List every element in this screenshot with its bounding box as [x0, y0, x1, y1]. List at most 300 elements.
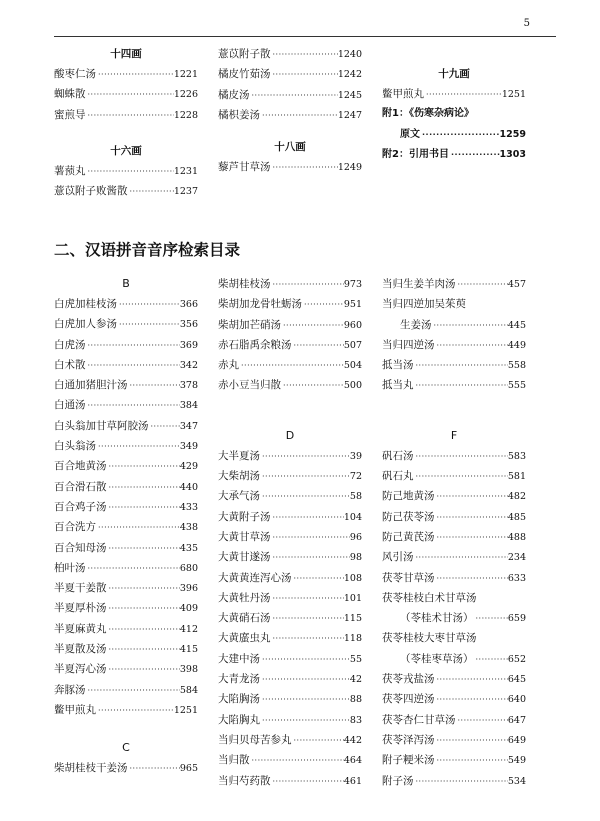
index-entry[interactable] — [382, 568, 526, 588]
entry-name: 百合地黄汤 — [54, 460, 107, 473]
dot-leader — [239, 356, 344, 375]
index-entry[interactable] — [218, 750, 362, 770]
entry-name: 抵当丸 — [382, 379, 414, 392]
entry-name: 当归散 — [218, 754, 250, 767]
index-entry[interactable] — [218, 689, 362, 709]
index-entry[interactable]: 蜘蛛散 ····· 1226 — [54, 84, 198, 104]
index-entry[interactable] — [382, 547, 526, 567]
index-entry[interactable] — [54, 477, 198, 497]
entry-name: 生姜汤 — [400, 318, 432, 331]
entry-name: 白虎加桂枝汤 — [54, 298, 117, 310]
entry-page: 347 — [179, 420, 198, 432]
entry-name: （苓桂枣草汤） — [400, 652, 474, 665]
entry-page: 98 — [349, 552, 362, 564]
entry-name: 半夏麻黄丸 — [54, 622, 107, 635]
index-entry[interactable] — [54, 375, 198, 395]
entry-page: 485 — [507, 511, 526, 523]
entry-name: 半夏散及汤 — [54, 643, 107, 656]
letter-heading-c: C — [122, 741, 130, 755]
index-entry[interactable] — [218, 568, 362, 588]
entry-page: 39 — [349, 450, 362, 462]
entry-name: 矾石丸 — [382, 470, 414, 483]
dot-leader — [260, 487, 350, 506]
entry-page: 115 — [343, 613, 362, 625]
index-entry[interactable] — [218, 355, 362, 375]
group-heading: 十九画 — [438, 68, 470, 80]
entry-page: 440 — [179, 481, 198, 493]
index-entry[interactable] — [54, 619, 198, 639]
entry-page: 558 — [507, 360, 526, 372]
index-entry[interactable] — [382, 315, 526, 335]
entry-page: 118 — [343, 633, 362, 645]
dot-leader — [414, 548, 508, 567]
entry-name: 柴胡加龙骨牡蛎汤 — [218, 298, 302, 311]
index-entry[interactable] — [382, 710, 526, 730]
index-entry[interactable] — [54, 456, 198, 476]
dot-leader — [117, 315, 180, 334]
index-entry[interactable] — [54, 497, 198, 517]
index-entry[interactable] — [382, 507, 526, 527]
index-entry[interactable]: 薏苡附子散 ····· 1240 — [218, 44, 362, 64]
entry-name: 百合滑石散 — [54, 480, 107, 493]
entry-page: 342 — [179, 359, 198, 371]
index-entry[interactable] — [382, 669, 526, 689]
entry-name: 附子粳米汤 — [382, 754, 435, 767]
index-entry[interactable] — [54, 436, 198, 456]
dot-leader — [271, 589, 344, 608]
dot-leader — [435, 528, 508, 547]
entry-name: 大柴胡汤 — [218, 470, 260, 483]
dot-leader — [456, 711, 508, 730]
index-entry[interactable] — [382, 274, 526, 294]
dot-leader — [271, 548, 350, 567]
dot-leader — [435, 731, 508, 750]
index-entry[interactable] — [54, 314, 198, 334]
header-rule — [54, 36, 556, 37]
index-entry[interactable] — [218, 669, 362, 689]
entry-page: 378 — [179, 380, 198, 392]
entry-page: 1251 — [173, 704, 198, 716]
index-entry[interactable] — [218, 466, 362, 486]
dot-leader — [107, 539, 180, 558]
entry-page: 500 — [343, 380, 362, 392]
entry-page: 504 — [343, 360, 362, 372]
entry-name: 白虎加人参汤 — [54, 318, 117, 331]
dot-leader — [292, 336, 344, 355]
index-entry[interactable] — [218, 507, 362, 527]
entry-name: 大黄牡丹汤 — [218, 591, 271, 604]
dot-leader — [107, 498, 180, 517]
section-title: 二、汉语拼音音序检索目录 — [54, 241, 241, 259]
entry-page: 88 — [349, 694, 362, 706]
entry-page: 108 — [343, 572, 362, 584]
dot-leader — [260, 650, 350, 669]
entry-page: 973 — [343, 279, 362, 290]
index-entry[interactable] — [54, 538, 198, 558]
entry-name: 百合知母汤 — [54, 541, 107, 554]
entry-name: 白头翁汤 — [54, 440, 96, 453]
index-entry[interactable] — [218, 730, 362, 750]
entry-page: 83 — [349, 714, 362, 726]
dot-leader — [414, 356, 508, 375]
entry-name: 柴胡桂枝干姜汤 — [54, 762, 128, 775]
entry-page: 442 — [343, 734, 362, 746]
index-entry[interactable] — [382, 294, 526, 314]
entry-page: 461 — [343, 775, 362, 787]
dot-leader — [414, 376, 508, 395]
entry-page: 960 — [343, 319, 362, 331]
entry-page: 438 — [179, 522, 198, 534]
dot-leader — [435, 751, 508, 770]
index-entry[interactable] — [54, 558, 198, 578]
entry-name: 柏叶汤 — [54, 561, 86, 574]
dot-leader — [107, 660, 180, 679]
entry-name: 矾石汤 — [382, 449, 414, 462]
index-entry[interactable] — [218, 608, 362, 628]
stroke-group — [218, 137, 362, 177]
index-entry[interactable] — [54, 416, 198, 436]
entry-name: 赤小豆当归散 — [218, 379, 281, 392]
entry-page: 951 — [343, 299, 362, 311]
entry-name: 当归四逆加吴茱萸 — [382, 298, 466, 311]
dot-leader — [292, 569, 344, 588]
index-entry[interactable] — [218, 294, 362, 314]
entry-page: 652 — [507, 653, 526, 665]
entry-name: 当归生姜羊肉汤 — [382, 278, 456, 290]
index-entry[interactable]: 藜芦甘草汤 ····· 1249 — [218, 157, 362, 177]
entry-page: 482 — [507, 491, 526, 503]
dot-leader — [414, 467, 508, 486]
entry-page: 581 — [507, 471, 526, 483]
entry-name: 白头翁加甘草阿胶汤 — [54, 419, 149, 432]
appendix-1-entry[interactable]: 原文 ····· 1259 — [382, 125, 526, 145]
index-entry[interactable] — [382, 608, 526, 628]
entry-page: 349 — [179, 441, 198, 453]
letter-heading-d: D — [285, 428, 295, 442]
stroke-group — [54, 44, 198, 125]
dot-leader — [271, 629, 344, 648]
dot-leader — [96, 701, 174, 720]
dot-leader — [271, 528, 350, 547]
index-entry[interactable]: 酸枣仁汤 ····· 1221 — [54, 64, 198, 84]
dot-leader — [414, 772, 508, 791]
entry-page: 72 — [349, 471, 362, 483]
index-entry[interactable] — [382, 628, 526, 648]
letter-heading-b: B — [122, 277, 130, 290]
entry-page: 396 — [179, 583, 198, 595]
index-entry[interactable] — [382, 771, 526, 791]
index-entry[interactable] — [382, 335, 526, 355]
index-entry[interactable]: 橘皮汤 ····· 1245 — [218, 85, 362, 105]
stroke-group — [54, 141, 198, 202]
entry-page: 234 — [507, 552, 526, 564]
dot-leader — [250, 751, 344, 770]
entry-name: 大陷胸丸 — [218, 713, 260, 726]
dot-leader — [281, 376, 344, 395]
dot-leader — [271, 609, 344, 628]
pinyin-column-3 — [382, 274, 526, 791]
dot-leader — [86, 356, 180, 375]
dot-leader — [128, 376, 180, 395]
entry-name: 防己黄芪汤 — [382, 530, 435, 543]
index-entry[interactable] — [218, 710, 362, 730]
dot-leader — [414, 447, 508, 466]
index-entry[interactable] — [54, 517, 198, 537]
top-column-3 — [382, 64, 526, 165]
dot-leader — [117, 295, 180, 314]
entry-page: 398 — [179, 664, 198, 676]
index-entry[interactable] — [382, 375, 526, 395]
dot-leader — [107, 620, 180, 639]
entry-name: 半夏泻心汤 — [54, 663, 107, 676]
dot-leader — [435, 508, 508, 527]
index-entry[interactable]: 鳖甲煎丸 ····· 1251 — [382, 84, 526, 104]
entry-page: 55 — [349, 653, 362, 665]
dot-leader — [107, 579, 180, 598]
index-entry[interactable] — [382, 486, 526, 506]
index-entry[interactable] — [54, 578, 198, 598]
entry-name: 附子汤 — [382, 774, 414, 787]
entry-name: 茯苓戎盐汤 — [382, 673, 435, 686]
entry-name: 白虎汤 — [54, 338, 86, 351]
entry-page: 429 — [179, 461, 198, 473]
index-entry[interactable] — [218, 486, 362, 506]
entry-name: 防己地黄汤 — [382, 490, 435, 503]
entry-name: 半夏干姜散 — [54, 582, 107, 595]
index-entry[interactable] — [218, 315, 362, 335]
index-entry[interactable]: 蜜煎导 ····· 1228 — [54, 105, 198, 125]
entry-page: 488 — [507, 531, 526, 543]
entry-name: 半夏厚朴汤 — [54, 602, 107, 615]
entry-name: 当归芍药散 — [218, 774, 271, 787]
index-entry[interactable] — [218, 771, 362, 791]
dot-leader — [432, 316, 508, 335]
entry-page: 356 — [179, 319, 198, 331]
dot-leader — [86, 396, 180, 415]
entry-name: 防己茯苓汤 — [382, 510, 435, 523]
dot-leader — [271, 508, 344, 527]
entry-name: 茯苓甘草汤 — [382, 571, 435, 584]
entry-page: 555 — [507, 380, 526, 392]
entry-name: 当归四逆汤 — [382, 338, 435, 351]
index-entry[interactable]: 橘皮竹茹汤 ····· 1242 — [218, 64, 362, 84]
index-entry[interactable] — [382, 355, 526, 375]
dot-leader — [260, 467, 350, 486]
entry-name: 大建中汤 — [218, 652, 260, 665]
entry-name: （苓桂术甘汤） — [400, 612, 474, 625]
top-column-1 — [54, 44, 198, 217]
entry-page: 449 — [507, 339, 526, 351]
dot-leader — [86, 336, 180, 355]
entry-page: 412 — [179, 623, 198, 635]
letter-heading-f: F — [450, 428, 458, 442]
entry-name: 白通加猪胆汁汤 — [54, 379, 128, 392]
entry-page: 659 — [507, 613, 526, 625]
entry-name: 大承气汤 — [218, 490, 260, 503]
dot-leader — [302, 295, 344, 314]
index-entry[interactable] — [54, 758, 198, 778]
dot-leader — [96, 437, 180, 456]
entry-page: 680 — [179, 562, 198, 574]
index-entry[interactable] — [54, 700, 198, 720]
entry-page: 534 — [507, 775, 526, 787]
entry-page: 457 — [507, 279, 526, 290]
dot-leader — [107, 599, 180, 618]
index-entry[interactable] — [54, 395, 198, 415]
dot-leader — [271, 772, 344, 791]
dot-leader — [292, 731, 344, 750]
index-entry[interactable] — [218, 628, 362, 648]
index-entry[interactable] — [382, 527, 526, 547]
entry-page: 633 — [507, 572, 526, 584]
dot-leader — [435, 569, 508, 588]
entry-page: 409 — [179, 603, 198, 615]
entry-name: 百合洗方 — [54, 521, 96, 534]
entry-name: 茯苓桂枝白术甘草汤 — [382, 591, 477, 604]
entry-name: 抵当汤 — [382, 359, 414, 372]
entry-name: 大青龙汤 — [218, 673, 260, 686]
dot-leader — [260, 690, 350, 709]
top-column-2 — [218, 44, 362, 193]
pinyin-column-2 — [218, 274, 362, 791]
dot-leader — [260, 711, 350, 730]
index-entry[interactable] — [54, 598, 198, 618]
entry-page: 645 — [507, 674, 526, 686]
entry-name: 茯苓四逆汤 — [382, 693, 435, 706]
index-entry[interactable] — [382, 750, 526, 770]
entry-name: 大黄黄连泻心汤 — [218, 571, 292, 584]
entry-page: 583 — [507, 450, 526, 462]
entry-page: 433 — [179, 501, 198, 513]
entry-name: 白通汤 — [54, 399, 86, 412]
dot-leader — [96, 518, 180, 537]
dot-leader — [86, 681, 180, 700]
entry-name: 大黄附子汤 — [218, 510, 271, 523]
index-entry[interactable] — [382, 730, 526, 750]
dot-leader — [128, 759, 180, 778]
appendix-1-title[interactable]: 附1：《伤寒杂病论》 — [382, 108, 474, 120]
index-entry[interactable] — [218, 375, 362, 395]
index-entry[interactable] — [54, 639, 198, 659]
index-entry[interactable] — [218, 649, 362, 669]
entry-page: 369 — [179, 339, 198, 351]
index-entry[interactable] — [382, 649, 526, 669]
index-entry[interactable] — [218, 547, 362, 567]
entry-page: 464 — [343, 755, 362, 767]
dot-leader — [474, 650, 508, 669]
entry-page: 101 — [343, 592, 362, 604]
entry-page: 549 — [507, 755, 526, 767]
entry-page: 58 — [349, 491, 362, 503]
dot-leader — [474, 609, 508, 628]
entry-name: 奔豚汤 — [54, 683, 86, 696]
entry-page: 445 — [507, 319, 526, 331]
appendix-2-entry[interactable]: 附2：引用书目 ····· 1303 — [382, 145, 526, 165]
entry-name: 大陷胸汤 — [218, 693, 260, 706]
dot-leader — [271, 275, 344, 294]
entry-name: 赤石脂禹余粮汤 — [218, 338, 292, 351]
dot-leader — [86, 559, 180, 578]
index-entry[interactable] — [218, 274, 362, 294]
entry-page: 104 — [343, 511, 362, 523]
dot-leader — [456, 275, 508, 294]
entry-name: 大黄甘草汤 — [218, 530, 271, 543]
dot-leader — [260, 447, 350, 466]
index-entry[interactable] — [218, 527, 362, 547]
dot-leader — [435, 487, 508, 506]
index-entry[interactable] — [382, 588, 526, 608]
entry-name: 鳖甲煎丸 — [54, 703, 96, 716]
index-entry[interactable] — [54, 335, 198, 355]
index-entry[interactable] — [382, 446, 526, 466]
entry-name: 百合鸡子汤 — [54, 500, 107, 513]
dot-leader — [281, 316, 344, 335]
index-entry[interactable]: 橘枳姜汤 ····· 1247 — [218, 105, 362, 125]
dot-leader — [260, 670, 350, 689]
entry-name: 柴胡加芒硝汤 — [218, 318, 281, 331]
entry-name: 风引汤 — [382, 551, 414, 564]
pinyin-column-1 — [54, 274, 198, 779]
entry-page: 965 — [179, 763, 198, 775]
index-entry[interactable] — [218, 335, 362, 355]
entry-page: 647 — [507, 714, 526, 726]
index-entry[interactable] — [218, 446, 362, 466]
dot-leader — [435, 336, 508, 355]
entry-page: 384 — [179, 400, 198, 412]
index-entry[interactable] — [382, 466, 526, 486]
index-entry[interactable] — [382, 689, 526, 709]
entry-name: 大黄䗪虫丸 — [218, 632, 271, 645]
dot-leader — [107, 478, 180, 497]
entry-page: 649 — [507, 734, 526, 746]
page-number: 5 — [523, 18, 530, 29]
entry-name: 赤丸 — [218, 359, 239, 372]
index-entry[interactable] — [218, 588, 362, 608]
entry-name: 茯苓杏仁甘草汤 — [382, 713, 456, 726]
entry-name: 白术散 — [54, 358, 86, 371]
dot-leader — [435, 670, 508, 689]
index-entry[interactable]: 薏苡附子败酱散 ····· 1237 — [54, 181, 198, 201]
entry-page: 415 — [179, 644, 198, 656]
index-entry[interactable] — [54, 355, 198, 375]
entry-page: 640 — [507, 694, 526, 706]
entry-name: 大半夏汤 — [218, 449, 260, 462]
dot-leader — [149, 417, 180, 436]
entry-name: 当归贝母苦参丸 — [218, 733, 292, 746]
index-entry[interactable] — [54, 294, 198, 314]
entry-page: 96 — [349, 531, 362, 543]
group-heading: 十六画 — [110, 144, 142, 157]
entry-name: 大黄硝石汤 — [218, 612, 271, 625]
entry-page: 584 — [179, 684, 198, 696]
entry-name: 茯苓泽泻汤 — [382, 733, 435, 746]
index-entry[interactable] — [54, 680, 198, 700]
entry-page: 366 — [179, 299, 198, 310]
group-heading: 十四画 — [110, 48, 142, 60]
entry-page: 42 — [349, 674, 362, 686]
dot-leader — [435, 690, 508, 709]
dot-leader — [107, 640, 180, 659]
entry-name: 茯苓桂枝大枣甘草汤 — [382, 632, 477, 645]
stroke-group — [218, 44, 362, 125]
entry-name: 大黄甘遂汤 — [218, 551, 271, 564]
dot-leader — [107, 457, 180, 476]
index-entry[interactable] — [54, 659, 198, 679]
index-entry[interactable]: 薯蓣丸 ····· 1231 — [54, 161, 198, 181]
entry-page: 507 — [343, 339, 362, 351]
entry-name: 柴胡桂枝汤 — [218, 278, 271, 290]
group-heading: 十八画 — [274, 141, 306, 154]
